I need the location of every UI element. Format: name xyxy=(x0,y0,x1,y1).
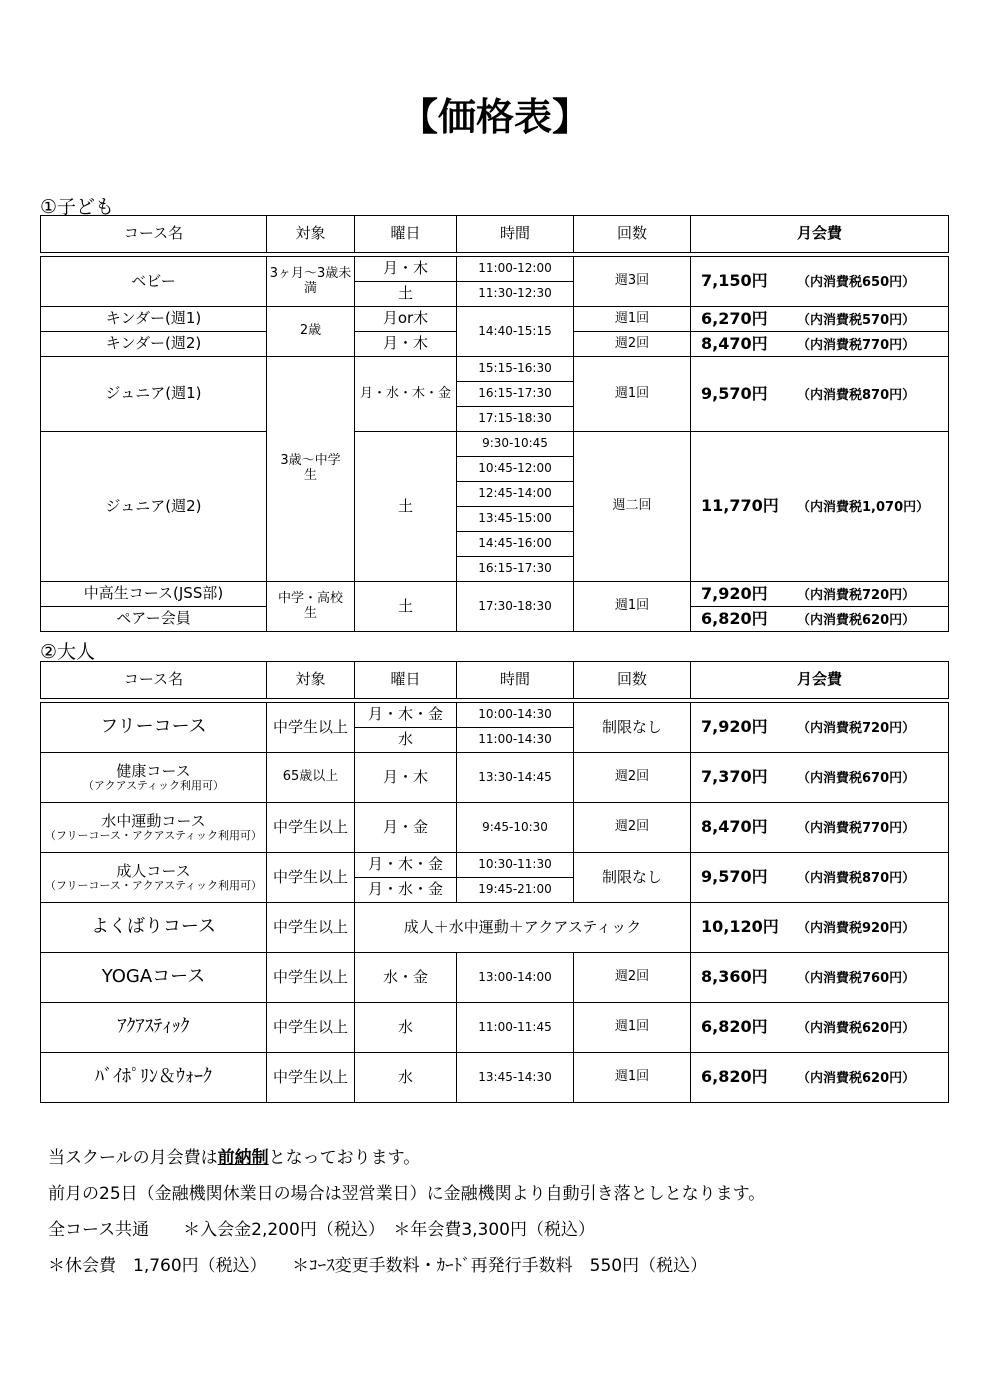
adults-price-table xyxy=(40,661,949,1103)
fee-amount: 8,360円 xyxy=(701,967,768,987)
time: 13:45-15:00 xyxy=(457,507,574,532)
time: 13:45-14:30 xyxy=(457,1053,574,1103)
note-payment xyxy=(48,1140,765,1176)
fee-tax: （内消費税770円） xyxy=(797,337,916,353)
fee-amount: 10,120円 xyxy=(701,917,779,937)
fee-amount: 6,270円 xyxy=(701,308,768,328)
time: 17:15-18:30 xyxy=(457,407,574,432)
header-course: コース名 xyxy=(41,216,267,253)
fee-amount: 9,570円 xyxy=(701,867,768,887)
time: 9:30-10:45 xyxy=(457,432,574,457)
table-row xyxy=(41,307,949,332)
header-frequency: 回数 xyxy=(574,662,691,699)
day: 土 xyxy=(355,282,457,307)
monthly-fee xyxy=(691,307,949,332)
fee-tax: （内消費税1,070円） xyxy=(797,500,930,516)
table-header-row xyxy=(41,662,949,699)
fee-tax: （内消費税670円） xyxy=(797,771,916,787)
monthly-fee xyxy=(691,332,949,357)
table-row xyxy=(41,1003,949,1053)
course-name: YOGAコース xyxy=(41,953,267,1003)
monthly-fee xyxy=(691,1003,949,1053)
frequency: 週2回 xyxy=(574,753,691,803)
fee-tax: （内消費税760円） xyxy=(797,971,916,987)
time: 19:45-21:00 xyxy=(457,878,574,903)
fee-tax: （内消費税570円） xyxy=(797,312,916,328)
course-title: 成人コース xyxy=(116,861,191,880)
target: 中学生以上 xyxy=(267,1003,355,1053)
monthly-fee xyxy=(691,607,949,632)
fee-amount: 7,370円 xyxy=(701,767,768,787)
time: 15:15-16:30 xyxy=(457,357,574,382)
monthly-fee xyxy=(691,703,949,753)
time: 16:15-17:30 xyxy=(457,557,574,582)
monthly-fee xyxy=(691,432,949,582)
target: 中学生以上 xyxy=(267,853,355,903)
header-day: 曜日 xyxy=(355,662,457,699)
fee-amount: 7,150円 xyxy=(701,271,768,291)
monthly-fee xyxy=(691,953,949,1003)
day: 水 xyxy=(355,1003,457,1053)
header-target: 対象 xyxy=(267,216,355,253)
note-emphasis: 前納制 xyxy=(217,1148,269,1168)
target: 中学生以上 xyxy=(267,1053,355,1103)
fee-amount: 7,920円 xyxy=(701,583,768,603)
fee-tax: （内消費税720円） xyxy=(797,587,916,603)
course-note: （フリーコース・アクアスティック利用可） xyxy=(44,828,263,842)
fee-tax: （内消費税650円） xyxy=(797,275,916,291)
fee-tax: （内消費税620円） xyxy=(797,612,916,628)
note-debit: 前月の25日（金融機関休業日の場合は翌営業日）に金融機関より自動引き落としとなります。 xyxy=(48,1184,766,1204)
header-frequency: 回数 xyxy=(574,216,691,253)
target: 65歳以上 xyxy=(267,753,355,803)
target: 2歳 xyxy=(267,307,355,357)
table-row xyxy=(41,853,949,878)
fee-tax: （内消費税620円） xyxy=(797,1021,916,1037)
course-name: ﾊﾞｲﾎﾟﾘﾝ＆ｳｫｰｸ xyxy=(41,1053,267,1103)
monthly-fee xyxy=(691,803,949,853)
target: 中学生以上 xyxy=(267,703,355,753)
header-day: 曜日 xyxy=(355,216,457,253)
target: 3歳～中学生 xyxy=(267,357,355,582)
day: 月・木・金 xyxy=(355,853,457,878)
header-time: 時間 xyxy=(457,662,574,699)
fee-amount: 8,470円 xyxy=(701,817,768,837)
target: 中学生以上 xyxy=(267,953,355,1003)
table-row xyxy=(41,903,949,953)
day: 水・金 xyxy=(355,953,457,1003)
day: 月or木 xyxy=(355,307,457,332)
time: 9:45-10:30 xyxy=(457,803,574,853)
note-common-fees: 全コース共通 ＊入会金2,200円（税込） ＊年会費3,300円（税込） xyxy=(48,1220,595,1240)
time: 10:00-14:30 xyxy=(457,703,574,728)
target: 3ヶ月～3歳未満 xyxy=(267,257,355,307)
day: 土 xyxy=(355,432,457,582)
table-row xyxy=(41,582,949,607)
course-name: ペアー会員 xyxy=(41,607,267,632)
table-row xyxy=(41,753,949,803)
target: 中学生以上 xyxy=(267,803,355,853)
frequency: 週2回 xyxy=(574,953,691,1003)
time: 12:45-14:00 xyxy=(457,482,574,507)
monthly-fee xyxy=(691,753,949,803)
time: 11:30-12:30 xyxy=(457,282,574,307)
day: 月・水・金 xyxy=(355,878,457,903)
header-fee: 月会費 xyxy=(691,662,949,699)
course-note: （フリーコース・アクアスティック利用可） xyxy=(44,878,263,892)
frequency: 週1回 xyxy=(574,357,691,432)
day: 水 xyxy=(355,728,457,753)
table-header-row xyxy=(41,216,949,253)
fee-tax: （内消費税870円） xyxy=(797,387,916,403)
header-course: コース名 xyxy=(41,662,267,699)
day: 水 xyxy=(355,1053,457,1103)
course-name: ジュニア(週2) xyxy=(41,432,267,582)
time: 11:00-11:45 xyxy=(457,1003,574,1053)
kids-price-table xyxy=(40,215,949,632)
table-row xyxy=(41,953,949,1003)
course-name xyxy=(41,753,267,803)
fee-amount: 7,920円 xyxy=(701,717,768,737)
day: 月・木・金 xyxy=(355,703,457,728)
frequency: 週2回 xyxy=(574,332,691,357)
notes-block xyxy=(48,1140,765,1284)
fee-tax: （内消費税720円） xyxy=(797,721,916,737)
time: 13:00-14:00 xyxy=(457,953,574,1003)
course-name: ｱｸｱｽﾃｨｯｸ xyxy=(41,1003,267,1053)
time: 17:30-18:30 xyxy=(457,582,574,632)
day: 月・木 xyxy=(355,753,457,803)
monthly-fee xyxy=(691,582,949,607)
fee-amount: 6,820円 xyxy=(701,1067,768,1087)
note-text: 当スクールの月会費は xyxy=(48,1148,218,1168)
course-description: 成人＋水中運動＋アクアスティック xyxy=(355,903,691,953)
course-title: 水中運動コース xyxy=(101,811,206,830)
course-name: 中高生コース(JSS部) xyxy=(41,582,267,607)
table-row xyxy=(41,357,949,382)
target: 中学・高校生 xyxy=(267,582,355,632)
time: 16:15-17:30 xyxy=(457,382,574,407)
course-name xyxy=(41,803,267,853)
time: 10:45-12:00 xyxy=(457,457,574,482)
table-row xyxy=(41,432,949,457)
time: 10:30-11:30 xyxy=(457,853,574,878)
day: 月・木 xyxy=(355,257,457,282)
day: 月・水・木・金 xyxy=(355,357,457,432)
monthly-fee xyxy=(691,853,949,903)
frequency: 週1回 xyxy=(574,1003,691,1053)
course-name: よくばりコース xyxy=(41,903,267,953)
monthly-fee xyxy=(691,903,949,953)
fee-tax: （内消費税620円） xyxy=(797,1071,916,1087)
target: 中学生以上 xyxy=(267,903,355,953)
time: 11:00-12:00 xyxy=(457,257,574,282)
frequency: 週1回 xyxy=(574,307,691,332)
course-name xyxy=(41,853,267,903)
fee-amount: 6,820円 xyxy=(701,608,768,628)
header-fee: 月会費 xyxy=(691,216,949,253)
frequency: 週2回 xyxy=(574,803,691,853)
fee-tax: （内消費税870円） xyxy=(797,871,916,887)
course-note: （アクアスティック利用可） xyxy=(82,778,225,792)
fee-amount: 8,470円 xyxy=(701,333,768,353)
time: 11:00-14:30 xyxy=(457,728,574,753)
table-row xyxy=(41,703,949,728)
header-time: 時間 xyxy=(457,216,574,253)
fee-amount: 6,820円 xyxy=(701,1017,768,1037)
course-name: キンダー(週1) xyxy=(41,307,267,332)
day: 月・金 xyxy=(355,803,457,853)
frequency: 週二回 xyxy=(574,432,691,582)
table-row xyxy=(41,803,949,853)
day: 土 xyxy=(355,582,457,632)
frequency: 制限なし xyxy=(574,853,691,903)
course-name: キンダー(週2) xyxy=(41,332,267,357)
note-other-fees: ＊休会費 1,760円（税込） ＊ｺｰｽ変更手数料・ｶｰﾄﾞ再発行手数料 550円（税込） xyxy=(48,1256,708,1276)
day: 月・木 xyxy=(355,332,457,357)
header-target: 対象 xyxy=(267,662,355,699)
time: 14:45-16:00 xyxy=(457,532,574,557)
fee-tax: （内消費税770円） xyxy=(797,821,916,837)
course-name: ベビー xyxy=(41,257,267,307)
fee-tax: （内消費税920円） xyxy=(797,921,916,937)
fee-amount: 9,570円 xyxy=(701,383,768,403)
page-title: 【価格表】 xyxy=(399,95,590,139)
frequency: 週1回 xyxy=(574,1053,691,1103)
course-name: ジュニア(週1) xyxy=(41,357,267,432)
monthly-fee xyxy=(691,357,949,432)
adults-section-heading: ②大人 xyxy=(40,641,96,663)
course-title: 健康コース xyxy=(116,761,191,780)
monthly-fee xyxy=(691,1053,949,1103)
time: 13:30-14:45 xyxy=(457,753,574,803)
note-text: となっております。 xyxy=(268,1148,421,1168)
frequency: 制限なし xyxy=(574,703,691,753)
kids-section-heading: ①子ども xyxy=(40,196,115,218)
table-row xyxy=(41,1053,949,1103)
fee-amount: 11,770円 xyxy=(701,496,779,516)
monthly-fee xyxy=(691,257,949,307)
frequency: 週1回 xyxy=(574,582,691,632)
frequency: 週3回 xyxy=(574,257,691,307)
course-name: フリーコース xyxy=(41,703,267,753)
time: 14:40-15:15 xyxy=(457,307,574,357)
table-row xyxy=(41,257,949,282)
